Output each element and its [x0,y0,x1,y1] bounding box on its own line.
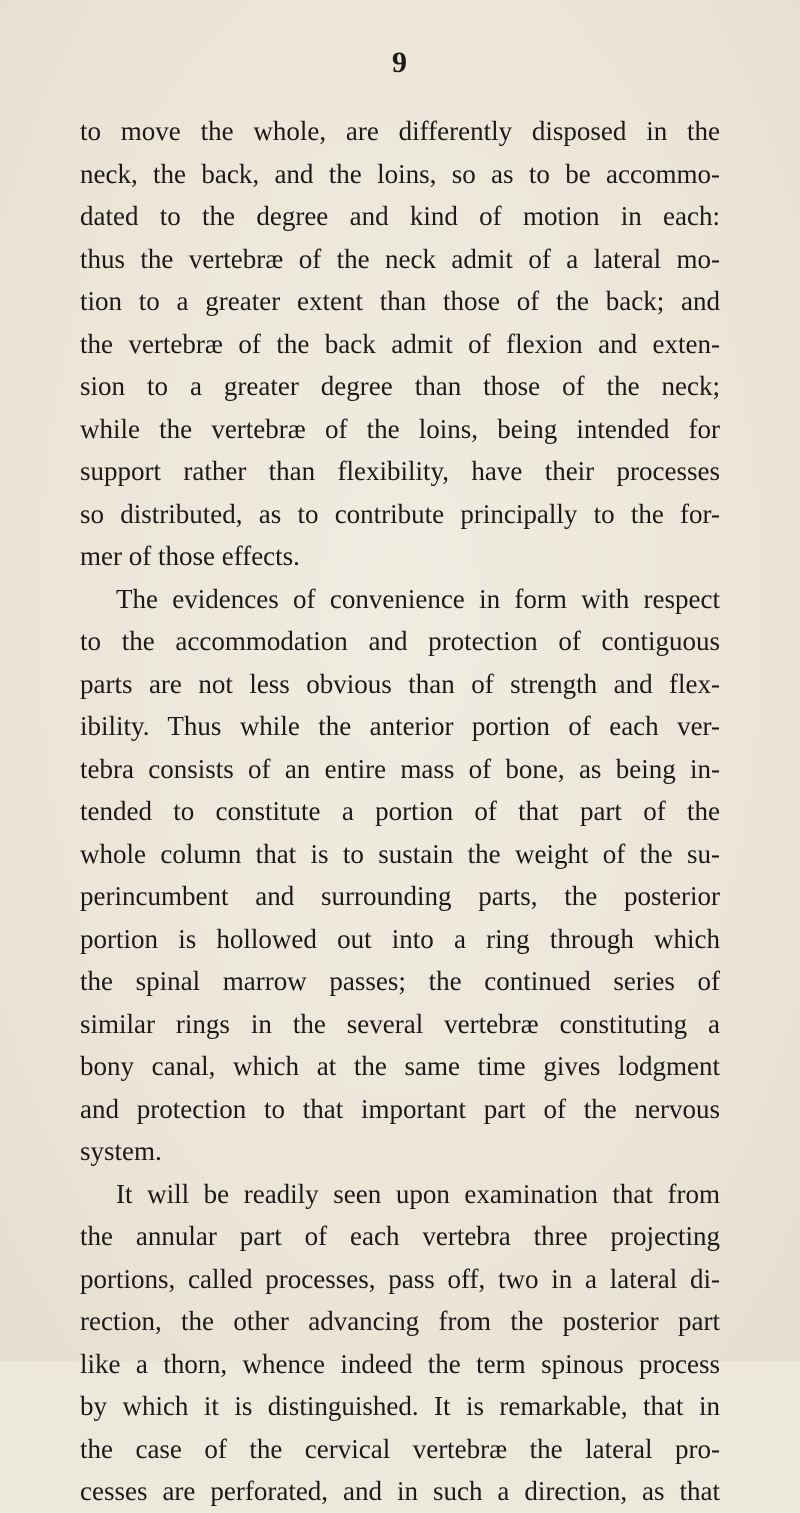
text-line: tebra consists of an entire mass of bone, as being in- [80,753,720,784]
text-line: similar rings in the several vertebræ constituting a [80,1008,720,1039]
text-line: while the vertebræ of the loins, being intended for [80,413,720,444]
text-line: bony canal, which at the same time gives lodgment [80,1051,720,1081]
text-line: whole column that is to sustain the weight of the su- [80,838,720,869]
text-line: tion to a greater extent than those of the back; and [80,286,720,316]
text-line: and protection to that important part of the nervous [80,1093,720,1124]
text-line: The evidences of convenience in form with respect [116,583,720,614]
text-line: by which it is distinguished. It is remarkable, that in [80,1391,720,1421]
text-line: It will be readily seen upon examination that from [116,1178,720,1209]
text-line: ibility. Thus while the anterior portion of each ver- [80,711,720,741]
text-line: tended to constitute a portion of that part of the [80,796,720,826]
text-line: portion is hollowed out into a ring through which [80,923,720,954]
text-line: support rather than flexibility, have their processes [80,456,720,486]
text-line: like a thorn, whence indeed the term spinous process [80,1348,720,1379]
text-line: to the accommodation and protection of contiguous [80,626,720,656]
text-line: so distributed, as to contribute principally to the for- [80,498,720,529]
text-line: rection, the other advancing from the posterior part [80,1306,720,1336]
text-line: mer of those effects. [80,541,300,571]
text-line: thus the vertebræ of the neck admit of a lateral mo- [80,243,720,274]
text-line: cesses are perforated, and in such a direction, as that [80,1476,720,1506]
text-line: sion to a greater degree than those of the neck; [80,371,720,401]
text-line: parts are not less obvious than of strength and flex- [80,668,720,699]
text-line: the vertebræ of the back admit of flexion and exten- [80,328,720,359]
text-line: to move the whole, are differently disposed in the [80,116,720,146]
text-line: the case of the cervical vertebræ the lateral pro- [80,1433,720,1464]
page-number: 9 [392,46,408,79]
text-line: dated to the degree and kind of motion in each: [80,201,720,231]
text-line: the spinal marrow passes; the continued series of [80,966,720,996]
text-line: perincumbent and surrounding parts, the posterior [80,881,720,911]
text-line: portions, called processes, pass off, two in a lateral di- [80,1263,720,1294]
text-line: neck, the back, and the loins, so as to be accommo- [80,158,720,189]
text-line: the annular part of each vertebra three projecting [80,1221,720,1251]
text-line: system. [80,1136,162,1166]
body-text [80,110,720,1513]
